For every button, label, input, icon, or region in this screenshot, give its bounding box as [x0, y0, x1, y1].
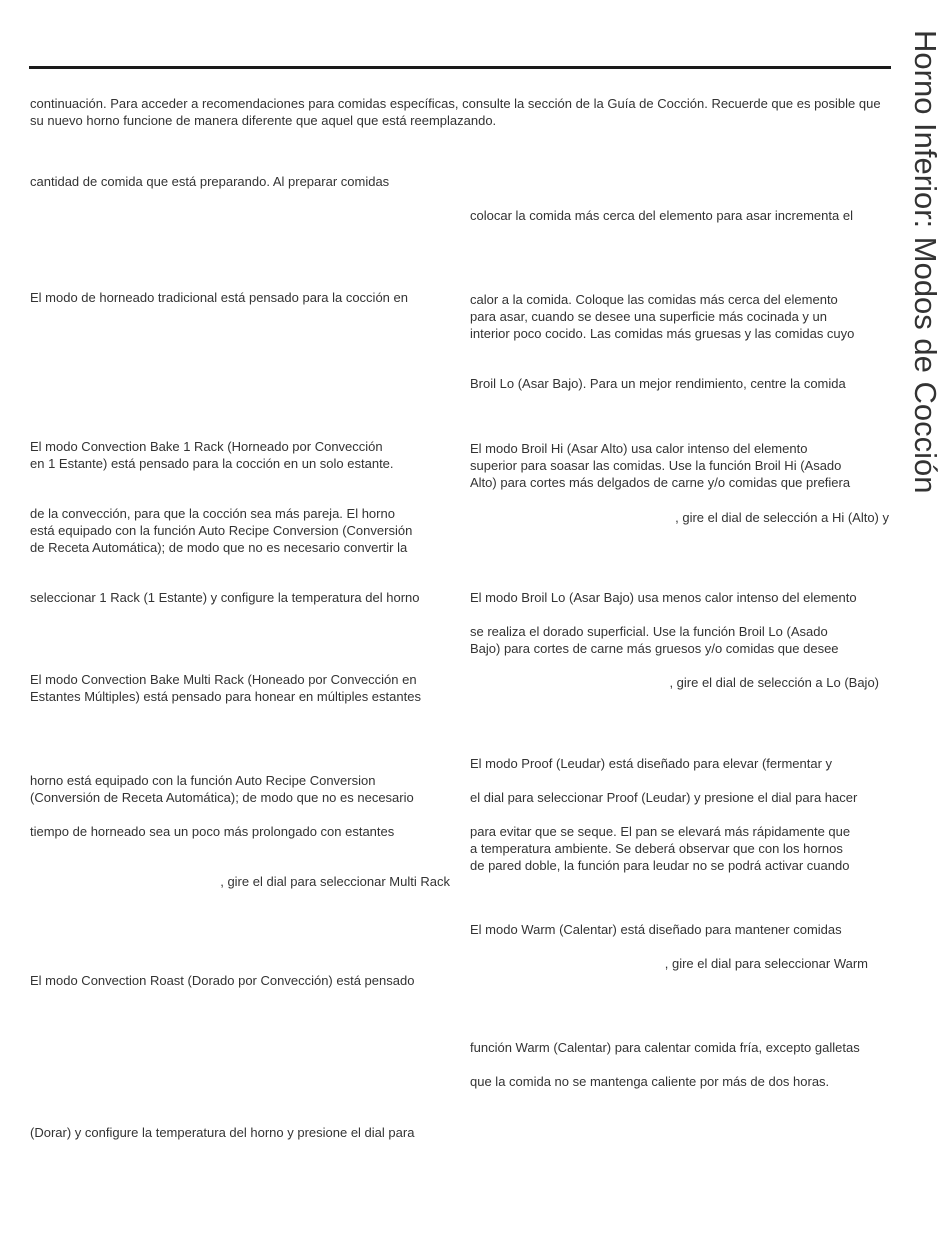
right-paragraph-11: para evitar que se seque. El pan se elevará más rápidamente que a temperatura ambiente. Se deberá observar que con los hornos de pared doble, la función para leudar no se podrá activar cuando: [470, 824, 851, 873]
right-paragraph-4: El modo Broil Hi (Asar Alto) usa calor intenso del elemento superior para soasar las comidas. Use la función Broil Hi (Asado Alto) para cortes más delgados de carne y/o comidas que prefiera: [470, 441, 851, 490]
right-paragraph-15: que la comida no se mantenga caliente por más de dos horas.: [470, 1074, 830, 1089]
right-paragraph-9: El modo Proof (Leudar) está diseñado para elevar (fermentar y: [470, 756, 833, 771]
right-paragraph-13: , gire el dial para seleccionar Warm: [664, 956, 868, 971]
left-paragraph-11: (Dorar) y configure la temperatura del horno y presione el dial para: [30, 1125, 415, 1140]
right-paragraph-8: , gire el dial de selección a Lo (Bajo): [669, 675, 879, 690]
header-rule: [29, 66, 891, 69]
intro-paragraph: continuación. Para acceder a recomendaciones para comidas específicas, consulte la sección de la Guía de Cocción. Recuerde que es posible que su nuevo horno funcione de manera diferente que aquel que está reemplazando.: [30, 96, 881, 128]
left-paragraph-5: seleccionar 1 Rack (1 Estante) y configure la temperatura del horno: [30, 590, 420, 605]
left-paragraph-1: cantidad de comida que está preparando. Al preparar comidas: [30, 174, 390, 189]
right-paragraph-6: El modo Broil Lo (Asar Bajo) usa menos calor intenso del elemento: [470, 590, 857, 605]
left-paragraph-2: El modo de horneado tradicional está pensado para la cocción en: [30, 290, 408, 305]
left-paragraph-8: tiempo de horneado sea un poco más prolongado con estantes: [30, 824, 395, 839]
left-paragraph-4: de la convección, para que la cocción sea más pareja. El horno está equipado con la función Auto Recipe Conversion (Conversión de Receta Automática); de modo que no es necesario convertir la: [30, 506, 413, 555]
section-title-vertical: Horno Inferior: Modos de Cocción: [908, 30, 943, 494]
right-paragraph-12: El modo Warm (Calentar) está diseñado para mantener comidas: [470, 922, 842, 937]
right-paragraph-5: , gire el dial de selección a Hi (Alto) y: [675, 510, 889, 525]
left-paragraph-10: El modo Convection Roast (Dorado por Convección) está pensado: [30, 973, 415, 988]
right-paragraph-14: función Warm (Calentar) para calentar comida fría, excepto galletas: [470, 1040, 860, 1055]
left-paragraph-9: , gire el dial para seleccionar Multi Rack: [220, 874, 450, 889]
right-paragraph-2: calor a la comida. Coloque las comidas más cerca del elemento para asar, cuando se desee una superficie más cocinada y un interior poco cocido. Las comidas más gruesas y las comidas cuyo: [470, 292, 855, 341]
right-paragraph-1: colocar la comida más cerca del elemento para asar incrementa el: [470, 208, 853, 223]
right-paragraph-3: Broil Lo (Asar Bajo). Para un mejor rendimiento, centre la comida: [470, 376, 846, 391]
right-paragraph-10: el dial para seleccionar Proof (Leudar) y presione el dial para hacer: [470, 790, 858, 805]
left-paragraph-6: El modo Convection Bake Multi Rack (Honeado por Convección en Estantes Múltiples) está pensado para honear en múltiples estantes: [30, 672, 421, 704]
right-paragraph-7: se realiza el dorado superficial. Use la función Broil Lo (Asado Bajo) para cortes de carne más gruesos y/o comidas que desee: [470, 624, 839, 656]
left-paragraph-3: El modo Convection Bake 1 Rack (Horneado por Convección en 1 Estante) está pensado para la cocción en un solo estante.: [30, 439, 394, 471]
left-paragraph-7: horno está equipado con la función Auto Recipe Conversion (Conversión de Receta Automática); de modo que no es necesario: [30, 773, 414, 805]
